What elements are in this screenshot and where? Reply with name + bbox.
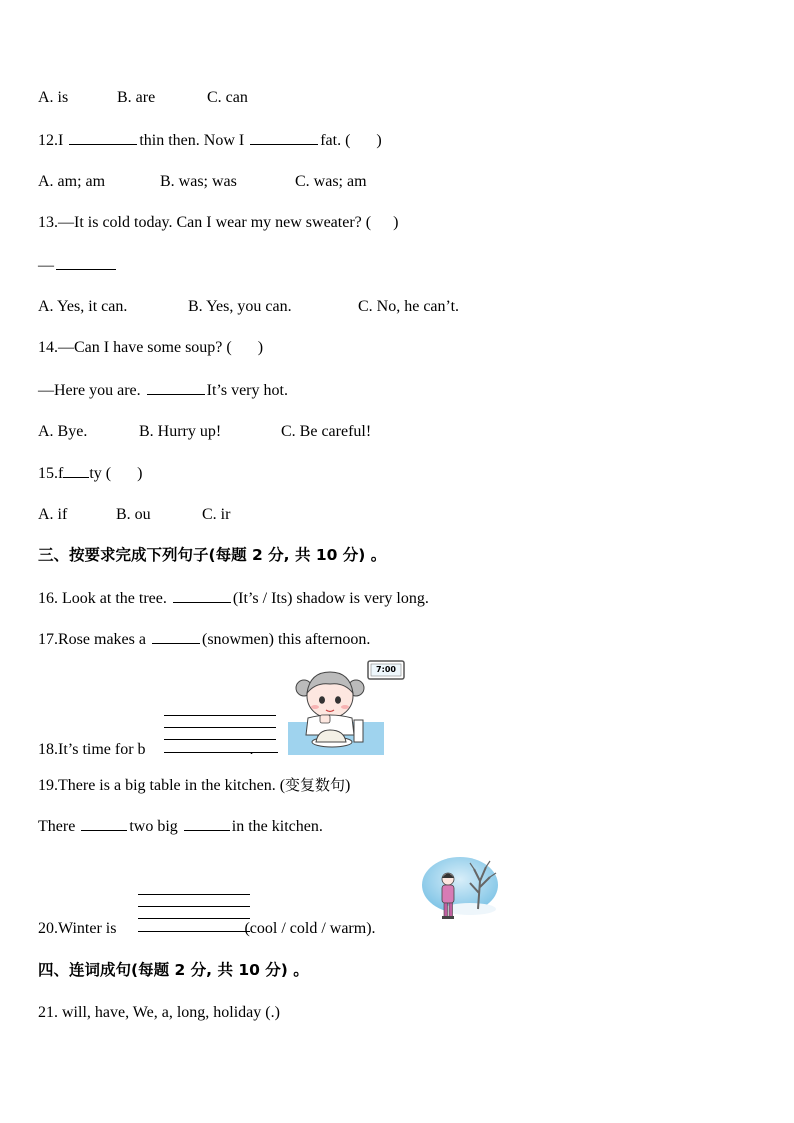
q11-option-a: A. is xyxy=(38,89,69,106)
q14-reply-line xyxy=(38,380,288,401)
q12-options xyxy=(38,172,367,192)
q18-text: 18.It’s time for b xyxy=(38,741,146,758)
q19-text-a: There xyxy=(38,818,80,835)
q14-option-a: A. Bye. xyxy=(38,423,88,440)
q13-options xyxy=(38,297,459,317)
q13-dash: — xyxy=(38,257,54,274)
q15-text-a: 15.f xyxy=(38,465,64,482)
q13-close-paren: ) xyxy=(393,214,399,231)
q11-options xyxy=(38,88,248,108)
q16-text-b: (It’s / Its) shadow is very long. xyxy=(232,590,429,607)
q12-option-b: B. was; was xyxy=(160,173,237,190)
q21-question: 21. will, have, We, a, long, holiday (.) xyxy=(38,1004,280,1021)
q19-blank-2[interactable] xyxy=(184,816,230,831)
q20-question xyxy=(38,919,376,939)
q17-blank[interactable] xyxy=(152,629,200,644)
q18-period: . xyxy=(249,741,254,758)
q12-text-a: 12.I xyxy=(38,132,68,149)
q17-text-a: 17.Rose makes a xyxy=(38,631,150,648)
q12-text-c: fat. ( xyxy=(320,132,351,149)
q14-reply-text: —Here you are. xyxy=(38,382,145,399)
q19-text-b: two big xyxy=(129,818,182,835)
q14-blank[interactable] xyxy=(147,380,205,395)
q20-suffix: (cool / cold / warm). xyxy=(244,920,376,937)
q14-text: 14.—Can I have some soup? ( xyxy=(38,339,232,356)
q18-picture-girl-breakfast xyxy=(288,660,408,755)
q20-picture-winter-girl xyxy=(420,857,500,925)
q12-close-paren: ) xyxy=(376,132,382,149)
q19-question xyxy=(38,775,350,796)
section-3-title: 三、按要求完成下列句子(每题 2 分, 共 10 分) 。 xyxy=(38,546,387,564)
q17-question xyxy=(38,629,370,650)
q12-text-b: thin then. Now I xyxy=(139,132,249,149)
q15-option-c: C. ir xyxy=(202,506,231,523)
q12-option-a: A. am; am xyxy=(38,173,106,190)
q18-guide-line xyxy=(164,715,276,716)
q15-options xyxy=(38,505,230,525)
q12-option-c: C. was; am xyxy=(295,173,367,190)
q19-blank-1[interactable] xyxy=(81,816,127,831)
q19-text-c: in the kitchen. xyxy=(231,818,323,835)
q20-text: 20.Winter is xyxy=(38,920,117,937)
q11-option-c: C. can xyxy=(207,89,248,106)
q15-question xyxy=(38,463,142,484)
q12-question xyxy=(38,130,382,151)
q14-options xyxy=(38,422,371,442)
q17-text-b: (snowmen) this afternoon. xyxy=(201,631,371,648)
q19-text: 19.There is a big table in the kitchen. ( xyxy=(38,777,286,794)
q18-clock-time: 7:00 xyxy=(376,665,396,674)
q19-instruction: 变复数句 xyxy=(285,776,346,794)
q13-reply-line xyxy=(38,255,118,276)
q13-option-c: C. No, he can’t. xyxy=(358,298,460,315)
q13-text: 13.—It is cold today. Can I wear my new sweater? ( xyxy=(38,214,372,231)
q14-question xyxy=(38,338,263,358)
q14-option-b: B. Hurry up! xyxy=(139,423,222,440)
q12-blank-2[interactable] xyxy=(250,130,318,145)
q14-close-paren: ) xyxy=(257,339,264,356)
q11-option-b: B. are xyxy=(117,89,156,106)
q16-blank[interactable] xyxy=(173,588,231,603)
q15-close-paren: ) xyxy=(137,465,143,482)
q20-guide-line xyxy=(138,894,250,895)
section-4-title: 四、连词成句(每题 2 分, 共 10 分) 。 xyxy=(38,961,309,979)
q15-option-b: B. ou xyxy=(116,506,151,523)
q13-option-a: A. Yes, it can. xyxy=(38,298,128,315)
q16-question xyxy=(38,588,429,609)
q19-answer-line xyxy=(38,816,323,837)
q15-text-b: ty ( xyxy=(89,465,112,482)
q18-question xyxy=(38,740,254,760)
q15-option-a: A. if xyxy=(38,506,68,523)
q18-guide-line xyxy=(164,727,276,728)
q15-blank[interactable] xyxy=(63,463,89,478)
q13-blank[interactable] xyxy=(56,255,116,270)
q13-question xyxy=(38,213,398,233)
q19-close-paren: ) xyxy=(345,777,351,794)
q20-guide-line xyxy=(138,906,250,907)
q13-option-b: B. Yes, you can. xyxy=(188,298,292,315)
q16-text-a: 16. Look at the tree. xyxy=(38,590,171,607)
q12-blank-1[interactable] xyxy=(69,130,137,145)
q14-option-c: C. Be careful! xyxy=(281,423,372,440)
q14-reply-suffix: It’s very hot. xyxy=(206,382,288,399)
